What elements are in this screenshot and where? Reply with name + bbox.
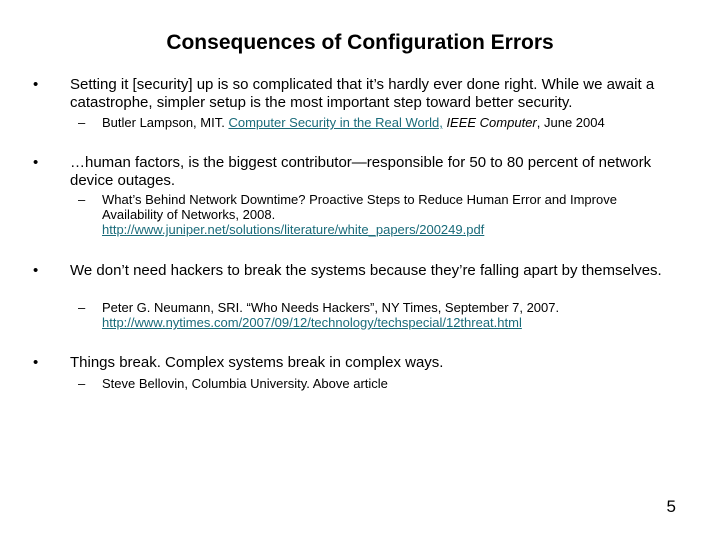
- citation-text: What’s Behind Network Downtime? Proactive Steps to Reduce Human Error and Improve Availability of Networks, 2008.: [102, 192, 617, 222]
- citation-author: Butler Lampson, MIT.: [102, 115, 229, 130]
- dash-marker: –: [78, 376, 86, 391]
- journal-name: IEEE Computer: [446, 115, 537, 130]
- citation: Steve Bellovin, Columbia University. Above article: [102, 376, 388, 391]
- bullet-text: …human factors, is the biggest contributor—responsible for 50 to 80 percent of network device outages.: [70, 154, 652, 189]
- bullet-text: Setting it [security] up is so complicated that it’s hardly ever done right. While we await a catastrophe, simpler setup is the most important step toward better security.: [70, 76, 655, 111]
- bullet-marker: •: [33, 76, 39, 93]
- citation: [102, 115, 672, 130]
- page-number: 5: [666, 497, 676, 516]
- citation: [102, 300, 672, 330]
- citation: [102, 192, 672, 237]
- bullet-marker: •: [33, 354, 39, 371]
- slide-title: Consequences of Configuration Errors: [166, 31, 554, 54]
- citation-url-link[interactable]: http://www.nytimes.com/2007/09/12/technology/techspecial/12threat.html: [102, 315, 522, 330]
- citation-date: , June 2004: [536, 115, 605, 130]
- dash-marker: –: [78, 192, 86, 207]
- dash-marker: –: [78, 115, 86, 130]
- bullet-marker: •: [33, 262, 39, 279]
- bullet-text: We don’t need hackers to break the systems because they’re falling apart by themselves.: [70, 262, 662, 279]
- bullet-text: Things break. Complex systems break in complex ways.: [70, 354, 444, 371]
- citation-text: Peter G. Neumann, SRI. “Who Needs Hackers”, NY Times, September 7, 2007.: [102, 300, 560, 315]
- article-link[interactable]: Computer Security in the Real World,: [228, 115, 443, 130]
- citation-url-link[interactable]: http://www.juniper.net/solutions/literature/white_papers/200249.pdf: [102, 222, 485, 237]
- dash-marker: –: [78, 300, 86, 315]
- bullet-marker: •: [33, 154, 39, 171]
